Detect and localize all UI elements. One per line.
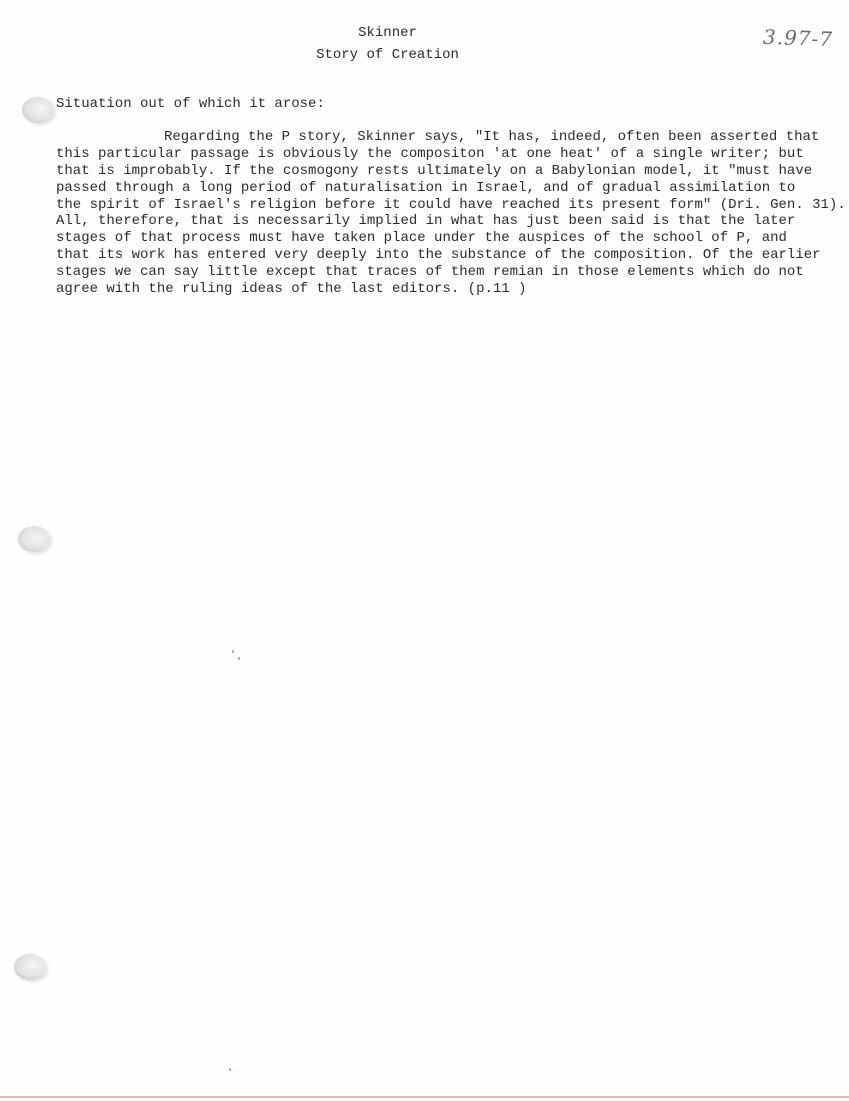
paragraph-line: stages of that process must have taken place under the auspices of the school of P, and bbox=[56, 230, 787, 247]
paragraph-line: this particular passage is obviously the compositon 'at one heat' of a single writer; but bbox=[56, 145, 804, 162]
page-edge-line bbox=[0, 1096, 849, 1098]
punch-hole bbox=[18, 526, 50, 552]
paper-speck bbox=[238, 657, 240, 660]
punch-hole bbox=[22, 97, 54, 123]
section-heading: Situation out of which it arose: bbox=[56, 96, 325, 112]
paper-speck bbox=[229, 1068, 231, 1071]
body-paragraph bbox=[56, 129, 846, 298]
paragraph-line: passed through a long period of naturalisation in Israel, and of gradual assimilation to bbox=[56, 179, 796, 196]
paragraph-line: All, therefore, that is necessarily implied in what has just been said is that the later bbox=[56, 213, 796, 230]
paragraph-line: agree with the ruling ideas of the last editors. (p.11 ) bbox=[56, 281, 527, 298]
paragraph-line: Regarding the P story, Skinner says, "It has, indeed, often been asserted that bbox=[164, 129, 820, 145]
document-title: Story of Creation bbox=[316, 47, 459, 63]
handwritten-reference-number: 3.97-7 bbox=[762, 24, 834, 52]
punch-hole bbox=[14, 954, 46, 980]
paragraph-line: the spirit of Israel's religion before it could have reached its present form" (Dri. Gen. 31). bbox=[56, 196, 846, 213]
paragraph-line: that its work has entered very deeply into the substance of the composition. Of the earlier bbox=[56, 247, 821, 264]
paper-speck bbox=[232, 650, 234, 653]
paragraph-line: stages we can say little except that traces of them remian in those elements which do not bbox=[56, 264, 804, 281]
author-name: Skinner bbox=[358, 25, 417, 41]
paragraph-line: that is improbably. If the cosmogony rests ultimately on a Babylonian model, it "must have bbox=[56, 162, 813, 179]
